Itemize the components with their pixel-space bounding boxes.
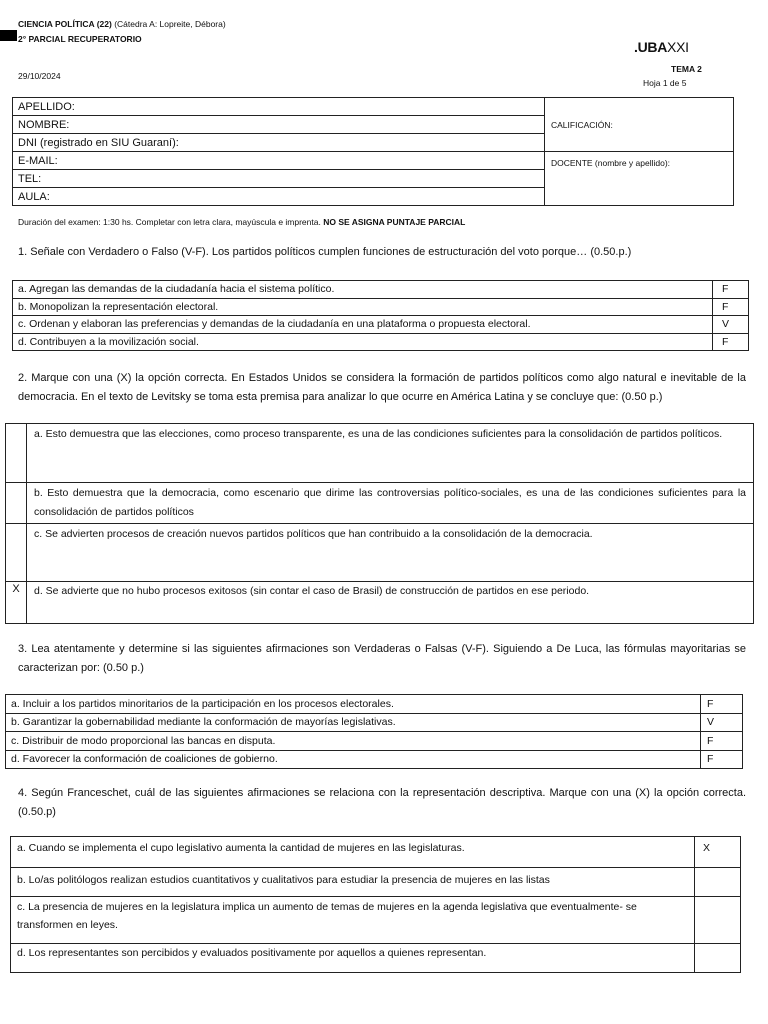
aula-field[interactable]: AULA: [13, 188, 545, 206]
table-row [11, 837, 741, 868]
table-row [13, 316, 749, 334]
question-3-table [5, 694, 743, 769]
q4-option-d: d. Los representantes son percibidos y evaluados positivamente por aquellos a quienes representan. [11, 944, 695, 973]
q2-option-b: b. Esto demuestra que la democracia, como escenario que dirime las controversias político-sociales, es una de las condiciones suficientes para la consolidación de partidos políticos [27, 483, 754, 524]
exam-instructions: Duración del examen: 1:30 hs. Completar con letra clara, mayúscula e imprenta. NO SE ASIGNA PUNTAJE PARCIAL [18, 217, 466, 227]
table-row [13, 333, 749, 351]
q1-answer-b[interactable]: F [713, 298, 749, 316]
q4-option-c: c. La presencia de mujeres en la legislatura implica un aumento de temas de mujeres en la agenda legislativa que eventualmente- se transformen en leyes. [11, 897, 695, 944]
q3-answer-b[interactable]: V [701, 713, 743, 732]
calificacion-field[interactable]: CALIFICACIÓN: [545, 98, 734, 152]
table-row [6, 424, 754, 483]
q1-option-d: d. Contribuyen a la movilización social. [13, 333, 713, 351]
q2-mark-b[interactable] [6, 483, 27, 524]
q3-option-c: c. Distribuir de modo proporcional las bancas en disputa. [6, 732, 701, 751]
docente-field[interactable]: DOCENTE (nombre y apellido): [545, 152, 734, 206]
page-counter: Hoja 1 de 5 [643, 78, 687, 88]
q3-answer-a[interactable]: F [701, 695, 743, 714]
q2-mark-d[interactable]: X [6, 582, 27, 624]
email-field[interactable]: E-MAIL: [13, 152, 545, 170]
q2-option-d: d. Se advierte que no hubo procesos exitosos (sin contar el caso de Brasil) de construcción de partidos en ese periodo. [27, 582, 754, 624]
q2-option-c: c. Se advierten procesos de creación nuevos partidos políticos que han contribuido a la consolidación de la democracia. [27, 524, 754, 582]
q1-answer-d[interactable]: F [713, 333, 749, 351]
q2-option-a: a. Esto demuestra que las elecciones, como proceso transparente, es una de las condiciones suficientes para la consolidación de partidos políticos. [27, 424, 754, 483]
table-row [6, 732, 743, 751]
black-margin-mark [0, 30, 17, 41]
question-2-table [5, 423, 754, 624]
q1-option-c: c. Ordenan y elaboran las preferencias y demandas de la ciudadanía en una plataforma o propuesta electoral. [13, 316, 713, 334]
table-row [6, 695, 743, 714]
tel-field[interactable]: TEL: [13, 170, 545, 188]
table-row [6, 483, 754, 524]
q1-answer-c[interactable]: V [713, 316, 749, 334]
q1-answer-a[interactable]: F [713, 281, 749, 299]
q4-mark-b[interactable] [695, 868, 741, 897]
course-name: CIENCIA POLÍTICA (22) (Cátedra A: Lopreite, Débora) [18, 19, 226, 29]
table-row [6, 582, 754, 624]
q3-option-d: d. Favorecer la conformación de coaliciones de gobierno. [6, 750, 701, 769]
q3-answer-d[interactable]: F [701, 750, 743, 769]
nombre-field[interactable]: NOMBRE: [13, 116, 545, 134]
q4-mark-c[interactable] [695, 897, 741, 944]
question-2-prompt: 2. Marque con una (X) la opción correcta. En Estados Unidos se considera la formación de partidos políticos como algo natural e inevitable de la democracia. En el texto de Levitsky se toma esta premisa para analizar lo que ocurre en América Latina y se concluye que: (0.50 p.) [18, 372, 746, 403]
table-row [6, 713, 743, 732]
question-3-prompt: 3. Lea atentamente y determine si las siguientes afirmaciones son Verdaderas o Falsas (V-F). Siguiendo a De Luca, las fórmulas mayoritarias se caracterizan por: (0.50 p.) [18, 643, 746, 674]
q4-mark-d[interactable] [695, 944, 741, 973]
exam-title: 2° PARCIAL RECUPERATORIO [18, 34, 142, 44]
uba-xxi-logo: .UBAXXI [634, 39, 689, 55]
student-info-table [12, 97, 734, 206]
question-1-prompt: 1. Señale con Verdadero o Falso (V-F). Los partidos políticos cumplen funciones de estructuración del voto porque… (0.50.p.) [18, 246, 632, 258]
q3-answer-c[interactable]: F [701, 732, 743, 751]
q1-option-a: a. Agregan las demandas de la ciudadanía hacia el sistema político. [13, 281, 713, 299]
question-4-table [10, 836, 741, 973]
q3-option-b: b. Garantizar la gobernabilidad mediante la conformación de mayorías legislativas. [6, 713, 701, 732]
q3-option-a: a. Incluir a los partidos minoritarios de la participación en los procesos electorales. [6, 695, 701, 714]
q2-mark-c[interactable] [6, 524, 27, 582]
tema-label: TEMA 2 [671, 64, 702, 74]
table-row [13, 298, 749, 316]
table-row [6, 524, 754, 582]
apellido-field[interactable]: APELLIDO: [13, 98, 545, 116]
question-4-prompt: 4. Según Franceschet, cuál de las siguientes afirmaciones se relaciona con la representación descriptiva. Marque con una (X) la opción correcta. (0.50.p) [18, 787, 746, 818]
table-row [11, 868, 741, 897]
question-1-table [12, 280, 749, 351]
q2-mark-a[interactable] [6, 424, 27, 483]
exam-date: 29/10/2024 [18, 71, 61, 81]
q4-option-b: b. Lo/as politólogos realizan estudios cuantitativos y cualitativos para estudiar la presencia de mujeres en las listas [11, 868, 695, 897]
table-row [11, 897, 741, 944]
dni-field[interactable]: DNI (registrado en SIU Guaraní): [13, 134, 545, 152]
table-row [6, 750, 743, 769]
table-row [13, 281, 749, 299]
table-row [11, 944, 741, 973]
q4-option-a: a. Cuando se implementa el cupo legislativo aumenta la cantidad de mujeres en las legislaturas. [11, 837, 695, 868]
q4-mark-a[interactable]: X [695, 837, 741, 868]
q1-option-b: b. Monopolizan la representación electoral. [13, 298, 713, 316]
